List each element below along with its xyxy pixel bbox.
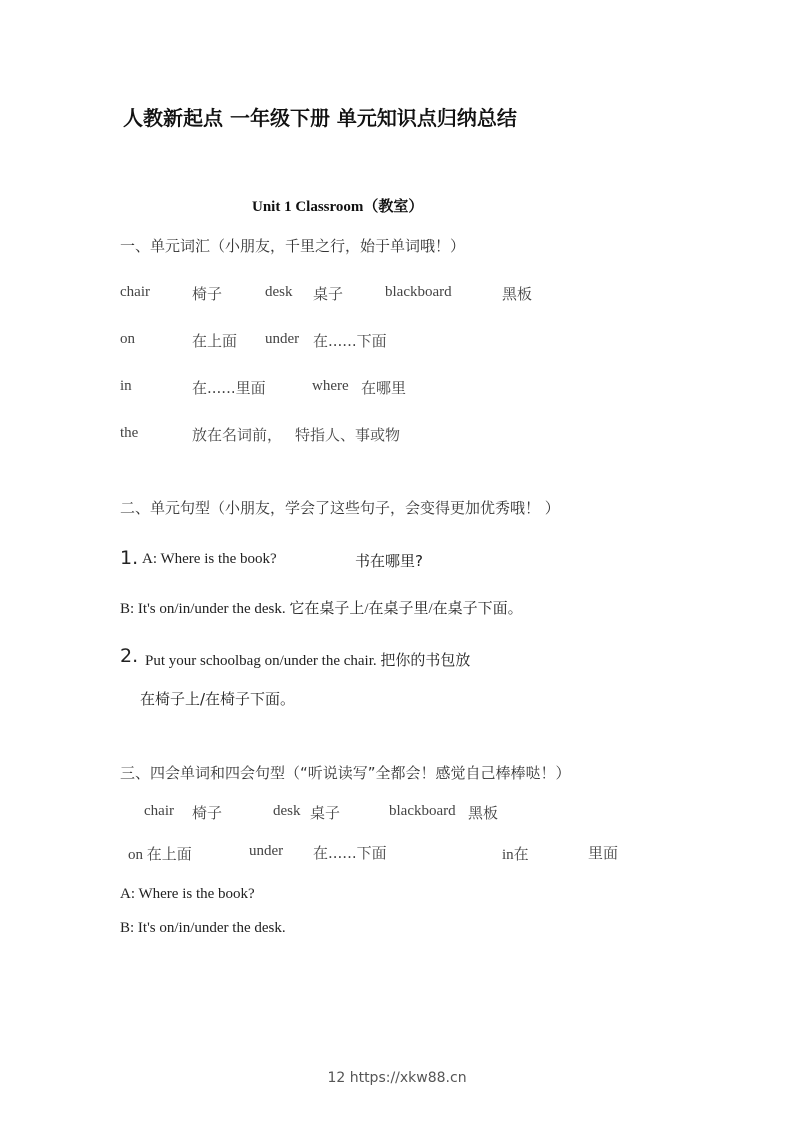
vocab-cn: 里面 — [588, 844, 619, 862]
sentence-en: A: Where is the book? — [142, 551, 277, 567]
vocab-en: where — [312, 378, 349, 394]
vocab-cn: 放在名词前， — [192, 426, 283, 444]
item-number: 1. — [120, 547, 139, 569]
vocab-en: in — [120, 378, 132, 394]
vocab-cn: 在哪里 — [361, 379, 407, 397]
vocab-en: in在 — [502, 847, 529, 863]
item-number: 2. — [120, 645, 139, 667]
unit-title: Unit 1 Classroom（教室） — [252, 199, 424, 215]
vocab-cn: 黑板 — [502, 285, 533, 303]
vocab-cn: 椅子 — [192, 285, 223, 303]
vocab-cn: 桌子 — [313, 285, 344, 303]
vocab-en: blackboard — [385, 284, 452, 300]
sentence-cn: 在椅子上/在椅子下面。 — [140, 690, 296, 708]
vocab-cn: 椅子 — [192, 804, 223, 822]
section1-heading: 一、单元词汇（小朋友，千里之行，始于单词哦！） — [120, 237, 466, 255]
vocab-en: chair — [120, 284, 150, 300]
vocab-en: on — [120, 331, 135, 347]
vocab-en: the — [120, 425, 139, 441]
sentence-answer: B: It's on/in/under the desk. 它在桌子上/在桌子里/在桌子下面。 — [120, 601, 523, 617]
vocab-cn: 在......里面 — [192, 379, 266, 397]
vocab-en: under — [265, 331, 300, 347]
question: A: Where is the book? — [120, 886, 255, 902]
vocab-en: under — [249, 843, 284, 859]
vocab-cn: 在上面 — [192, 332, 238, 350]
vocab-en: on 在上面 — [128, 847, 192, 863]
answer: B: It's on/in/under the desk. — [120, 920, 286, 936]
sentence-cn: 书在哪里? — [355, 552, 423, 570]
section2-heading: 二、单元句型（小朋友，学会了这些句子，会变得更加优秀哦！ ） — [120, 499, 560, 517]
section3-heading: 三、四会单词和四会句型（“听说读写”全都会！感觉自己棒棒哒！） — [120, 764, 571, 782]
vocab-cn: 在......下面 — [313, 844, 387, 862]
page-footer: 12 https://xkw88.cn — [327, 1070, 467, 1086]
vocab-en: desk — [265, 284, 293, 300]
page-title: 人教新起点 一年级下册 单元知识点归纳总结 — [123, 106, 517, 130]
vocab-cn: 桌子 — [310, 804, 341, 822]
vocab-en: desk — [273, 803, 301, 819]
vocab-en: blackboard — [389, 803, 456, 819]
vocab-cn: 黑板 — [468, 804, 499, 822]
vocab-cn: 在......下面 — [313, 332, 387, 350]
vocab-cn: 特指人、事或物 — [295, 426, 401, 444]
sentence-en: Put your schoolbag on/under the chair. 把你的书包放 — [145, 653, 471, 669]
vocab-en: chair — [144, 803, 174, 819]
